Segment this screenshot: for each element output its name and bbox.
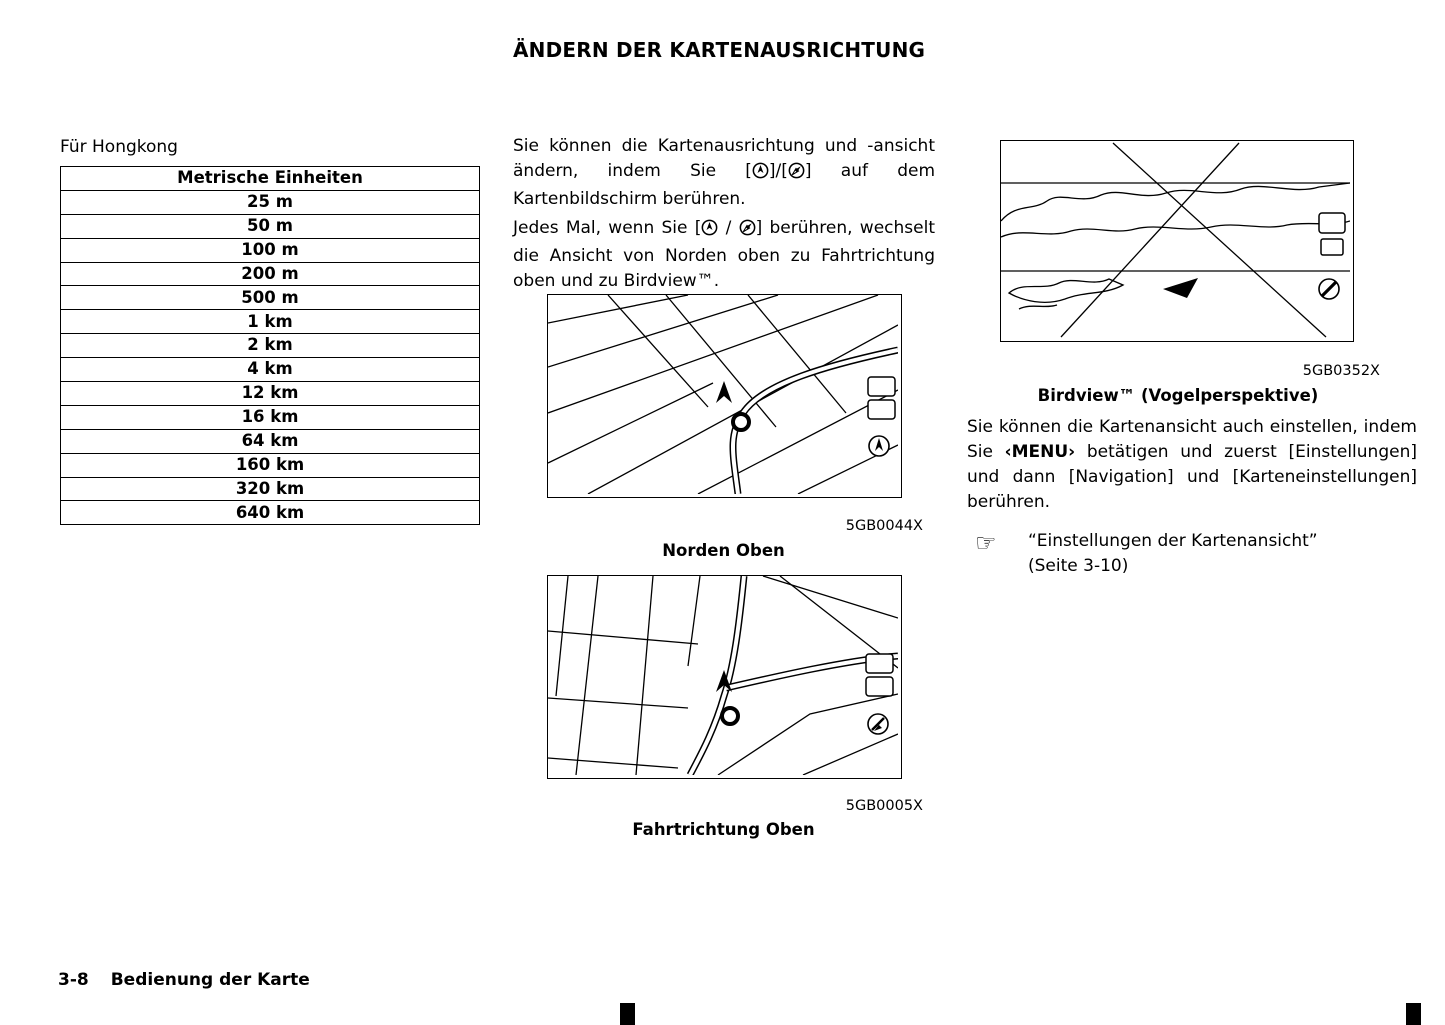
zoom-button-icon <box>1319 213 1345 233</box>
reference-title: “Einstellungen der Kartenansicht” <box>1028 531 1318 551</box>
paragraph-text: / <box>718 218 739 238</box>
unit-cell: 100 m <box>61 238 480 262</box>
units-table-header: Metrische Einheiten <box>61 167 480 191</box>
paragraph-text: ] berühren, wechselt die Ansicht von Norden oben zu Fahrtrichtung oben und zu Birdview™. <box>513 218 935 291</box>
vehicle-arrow-icon <box>716 381 732 403</box>
unit-cell: 1 km <box>61 310 480 334</box>
roundabout <box>733 414 749 430</box>
compass-icon <box>788 162 805 187</box>
metric-units-table <box>60 166 480 525</box>
unit-cell: 640 km <box>61 501 480 525</box>
page-edge-marker <box>1406 1003 1421 1025</box>
heading-up-map-drawing <box>548 576 898 775</box>
compass-indicator-icon <box>869 436 889 456</box>
zoom-button-icon <box>1321 239 1343 255</box>
compass-indicator-icon <box>868 714 888 734</box>
unit-cell: 500 m <box>61 286 480 310</box>
page-footer <box>58 970 310 990</box>
unit-cell: 12 km <box>61 382 480 406</box>
pointing-hand-icon: ☞ <box>975 529 997 557</box>
compass-indicator-icon <box>1319 279 1339 299</box>
heading-up-icon <box>752 162 769 187</box>
cross-reference <box>975 529 1375 579</box>
section-title: Bedienung der Karte <box>110 970 310 990</box>
paragraph-menu-settings <box>967 415 1417 515</box>
unit-cell: 16 km <box>61 405 480 429</box>
paragraph-text: Sie können die Kartenansicht auch einstellen, indem Sie <box>967 417 1417 462</box>
region-label: Für Hongkong <box>60 137 178 157</box>
roundabout <box>722 708 738 724</box>
figure-code: 5GB0005X <box>845 798 923 814</box>
zoom-button-icon <box>866 677 893 696</box>
unit-cell: 25 m <box>61 190 480 214</box>
figure-code: 5GB0352X <box>1302 363 1380 379</box>
paragraph-text: Jedes Mal, wenn Sie [ <box>513 218 702 238</box>
page-edge-marker <box>620 1003 635 1025</box>
figure-caption: Norden Oben <box>662 541 785 560</box>
figure-caption: Fahrtrichtung Oben <box>632 820 815 839</box>
vehicle-arrow-icon <box>1163 278 1198 298</box>
reference-page: (Seite 3-10) <box>1028 556 1129 576</box>
zoom-button-icon <box>868 377 895 396</box>
map-figure-heading-up <box>547 575 902 779</box>
compass-icon <box>739 219 756 244</box>
unit-cell: 4 km <box>61 358 480 382</box>
birdview-map-drawing <box>1001 141 1350 338</box>
figure-code: 5GB0044X <box>845 518 923 534</box>
page-number: 3-8 <box>58 970 89 990</box>
zoom-button-icon <box>866 654 893 673</box>
paragraph-text: ] auf dem Kartenbildschirm berühren. <box>513 161 935 209</box>
menu-key-label: ‹MENU› <box>1004 442 1076 462</box>
unit-cell: 2 km <box>61 334 480 358</box>
map-figure-north-up <box>547 294 902 498</box>
unit-cell: 160 km <box>61 453 480 477</box>
unit-cell: 50 m <box>61 214 480 238</box>
figure-caption: Birdview™ (Vogelperspektive) <box>1037 386 1319 405</box>
map-figure-birdview <box>1000 140 1354 342</box>
unit-cell: 64 km <box>61 429 480 453</box>
north-up-map-drawing <box>548 295 898 494</box>
zoom-button-icon <box>868 400 895 419</box>
heading-up-icon <box>701 219 718 244</box>
unit-cell: 320 km <box>61 477 480 501</box>
paragraph-orientation <box>513 134 935 212</box>
unit-cell: 200 m <box>61 262 480 286</box>
paragraph-text: betätigen und zuerst [Einstellungen] und dann [Navigation] und [Karteneinstellungen] berühren. <box>967 442 1417 512</box>
page-title: ÄNDERN DER KARTENAUSRICHTUNG <box>513 38 926 62</box>
paragraph-text: Sie können die Kartenausrichtung und -ansicht ändern, indem Sie [ <box>513 136 935 181</box>
paragraph-text: ]/[ <box>768 161 788 181</box>
paragraph-toggle <box>513 216 935 294</box>
